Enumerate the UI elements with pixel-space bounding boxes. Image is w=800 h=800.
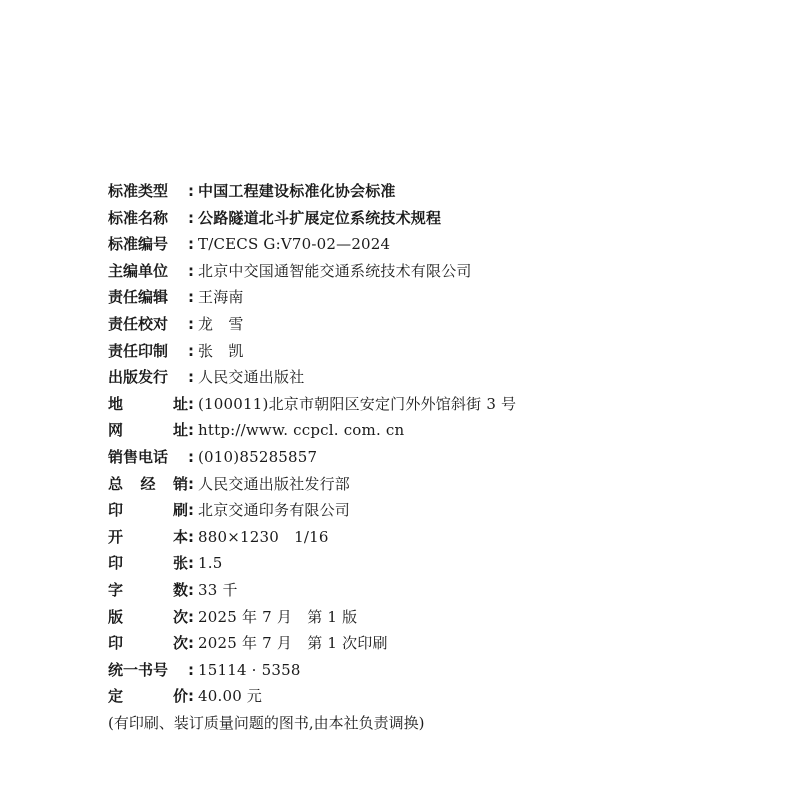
label-price: 定价 <box>108 687 188 706</box>
label-printing: 印次 <box>108 634 188 653</box>
colon: : <box>188 341 194 360</box>
value-word-count: 33 千 <box>198 580 238 599</box>
label-responsible-editor: 责任编辑 <box>108 288 169 307</box>
label-standard-name: 标准名称 <box>108 208 169 227</box>
colon: : <box>188 447 194 466</box>
row-word-count <box>108 577 768 604</box>
colon: : <box>188 208 194 227</box>
colon: : <box>188 288 194 307</box>
row-price <box>108 683 768 710</box>
value-printing: 2025 年 7 月 第 1 次印刷 <box>198 634 388 653</box>
value-standard-name: 公路隧道北斗扩展定位系统技术规程 <box>198 208 442 227</box>
label-address: 地址 <box>108 394 188 413</box>
row-proofreader <box>108 311 768 338</box>
colon: : <box>188 394 194 413</box>
value-price: 40.00 元 <box>198 687 263 706</box>
label-book-number: 统一书号 <box>108 660 169 679</box>
colon: : <box>188 261 194 280</box>
label-publisher: 出版发行 <box>108 368 169 387</box>
value-publisher: 人民交通出版社 <box>198 368 305 387</box>
value-website: http://www. ccpcl. com. cn <box>198 421 405 440</box>
value-printer: 北京交通印务有限公司 <box>198 501 351 520</box>
label-print-supervisor: 责任印制 <box>108 341 169 360</box>
label-sheets: 印张 <box>108 554 188 573</box>
value-sheets: 1.5 <box>198 554 223 573</box>
label-sales-phone: 销售电话 <box>108 447 169 466</box>
label-edition: 版次 <box>108 607 188 626</box>
colon: : <box>188 501 194 520</box>
row-sales-phone <box>108 444 768 471</box>
label-standard-type: 标准类型 <box>108 182 169 200</box>
row-standard-number <box>108 231 768 258</box>
label-standard-number: 标准编号 <box>108 235 169 254</box>
label-printer: 印刷 <box>108 501 188 520</box>
label-chief-editor-unit: 主编单位 <box>108 261 169 280</box>
colophon-block <box>108 178 768 736</box>
value-standard-number: T/CECS G:V70-02—2024 <box>198 235 391 254</box>
label-format: 开本 <box>108 527 188 546</box>
row-standard-name <box>108 205 768 232</box>
value-distributor: 人民交通出版社发行部 <box>198 474 351 493</box>
value-book-number: 15114 · 5358 <box>198 660 301 679</box>
colon: : <box>188 580 194 599</box>
row-print-supervisor <box>108 338 768 365</box>
label-distributor: 总经销 <box>108 474 188 493</box>
row-publisher <box>108 364 768 391</box>
colon: : <box>188 634 194 653</box>
colon: : <box>188 368 194 387</box>
value-format: 880×1230 1/16 <box>198 527 329 546</box>
colon: : <box>188 235 194 254</box>
colon: : <box>188 660 194 679</box>
row-book-number <box>108 657 768 684</box>
value-proofreader: 龙 雪 <box>198 314 244 333</box>
colon: : <box>188 314 194 333</box>
row-chief-editor-unit <box>108 258 768 285</box>
row-printer <box>108 497 768 524</box>
label-word-count: 字数 <box>108 580 188 599</box>
value-address: (100011)北京市朝阳区安定门外外馆斜街 3 号 <box>198 394 517 413</box>
colon: : <box>188 554 194 573</box>
row-distributor <box>108 471 768 498</box>
colon: : <box>188 474 194 493</box>
quality-note: (有印刷、装订质量问题的图书,由本社负责调换) <box>108 713 425 732</box>
row-format <box>108 524 768 551</box>
row-sheets <box>108 550 768 577</box>
row-website <box>108 417 768 444</box>
row-standard-type <box>108 178 768 205</box>
label-website: 网址 <box>108 421 188 440</box>
row-printing <box>108 630 768 657</box>
colon: : <box>188 421 194 440</box>
value-chief-editor-unit: 北京中交国通智能交通系统技术有限公司 <box>198 261 472 280</box>
value-sales-phone: (010)85285857 <box>198 447 318 466</box>
colon: : <box>188 182 194 200</box>
value-print-supervisor: 张 凯 <box>198 341 244 360</box>
label-proofreader: 责任校对 <box>108 314 169 333</box>
value-responsible-editor: 王海南 <box>198 288 244 307</box>
value-standard-type: 中国工程建设标准化协会标准 <box>198 182 396 200</box>
colon: : <box>188 607 194 626</box>
colon: : <box>188 527 194 546</box>
row-responsible-editor <box>108 284 768 311</box>
row-edition <box>108 604 768 631</box>
colon: : <box>188 687 194 706</box>
row-address <box>108 391 768 418</box>
value-edition: 2025 年 7 月 第 1 版 <box>198 607 358 626</box>
